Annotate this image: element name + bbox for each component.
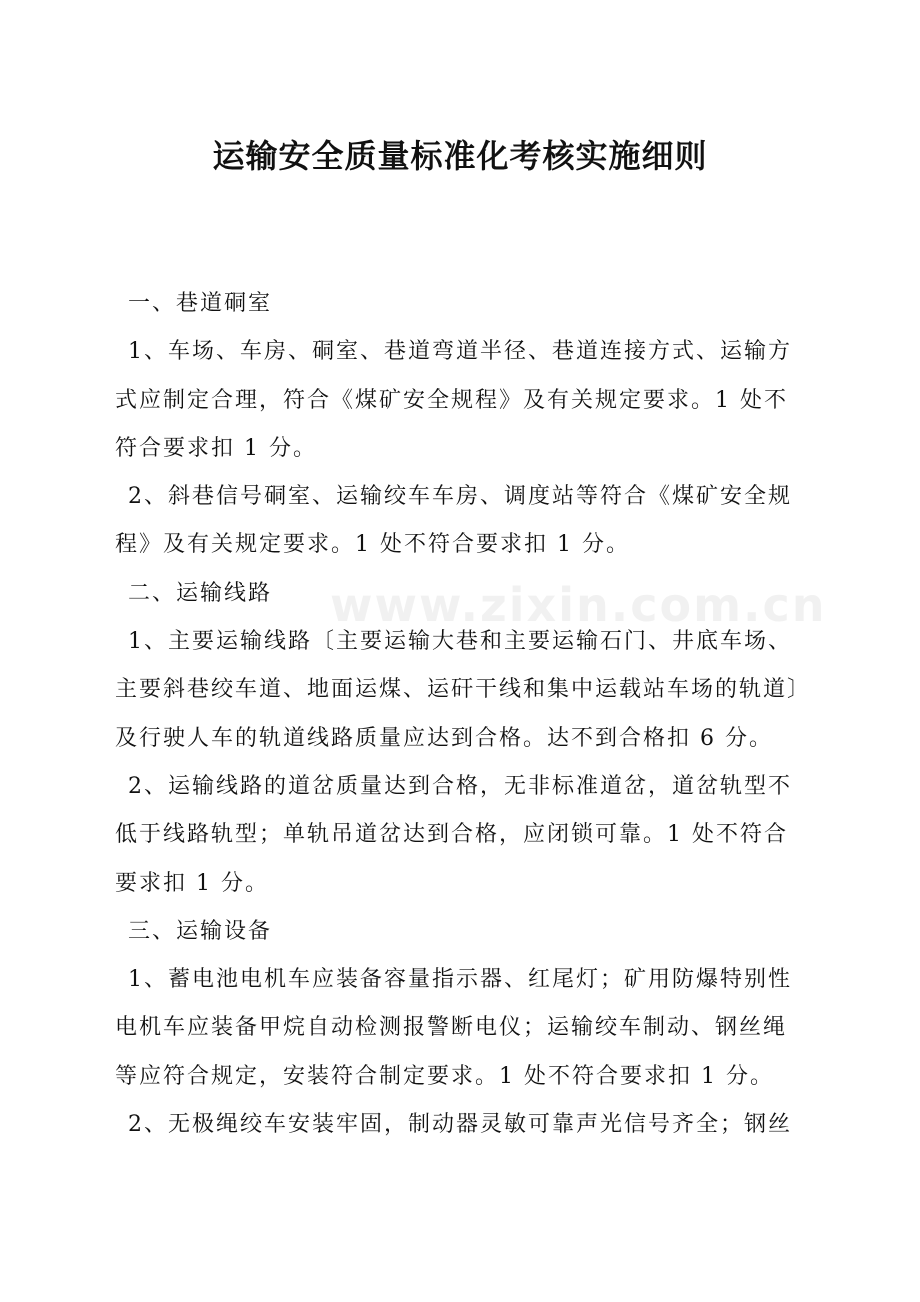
- paragraph-line: 式应制定合理，符合《煤矿安全规程》及有关规定要求。1 处不: [115, 387, 788, 413]
- paragraph-line: 程》及有关规定要求。1 处不符合要求扣 1 分。: [115, 532, 630, 558]
- paragraph-line: 及行驶人车的轨道线路质量应达到合格。达不到合格扣 6 分。: [115, 725, 773, 751]
- paragraph-line: 2、斜巷信号硐室、运输绞车车房、调度站等符合《煤矿安全规: [128, 484, 792, 510]
- paragraph-line: 1、主要运输线路〔主要运输大巷和主要运输石门、井底车场、: [128, 629, 792, 655]
- document-body: [115, 280, 815, 1149]
- paragraph-line: 等应符合规定，安装符合制定要求。1 处不符合要求扣 1 分。: [115, 1063, 774, 1089]
- paragraph-line: 2、无极绳绞车安装牢固，制动器灵敏可靠声光信号齐全；钢丝: [128, 1112, 792, 1138]
- section-heading-transport-lines: 二、运输线路: [128, 580, 273, 606]
- paragraph-line: 要求扣 1 分。: [115, 870, 269, 896]
- paragraph-line: 符合要求扣 1 分。: [115, 435, 317, 461]
- paragraph-line: 电机车应装备甲烷自动检测报警断电仪；运输绞车制动、钢丝绳: [115, 1015, 788, 1041]
- section-heading-transport-equipment: 三、运输设备: [128, 918, 273, 944]
- section-heading-tunnels: 一、巷道硐室: [128, 291, 273, 316]
- watermark: www.zixin.com.cn: [330, 578, 827, 632]
- paragraph-line: 低于线路轨型；单轨吊道岔达到合格，应闭锁可靠。1 处不符合: [115, 822, 788, 848]
- paragraph-line: 2、运输线路的道岔质量达到合格，无非标准道岔，道岔轨型不: [128, 773, 792, 799]
- paragraph-line: 1、车场、车房、硐室、巷道弯道半径、巷道连接方式、运输方: [128, 339, 792, 365]
- document-title: 运输安全质量标准化考核实施细则: [212, 137, 708, 175]
- paragraph-line: 1、蓄电池电机车应装备容量指示器、红尾灯；矿用防爆特别性: [128, 967, 792, 993]
- paragraph-line: 主要斜巷绞车道、地面运煤、运矸干线和集中运载站车场的轨道〕: [115, 677, 812, 703]
